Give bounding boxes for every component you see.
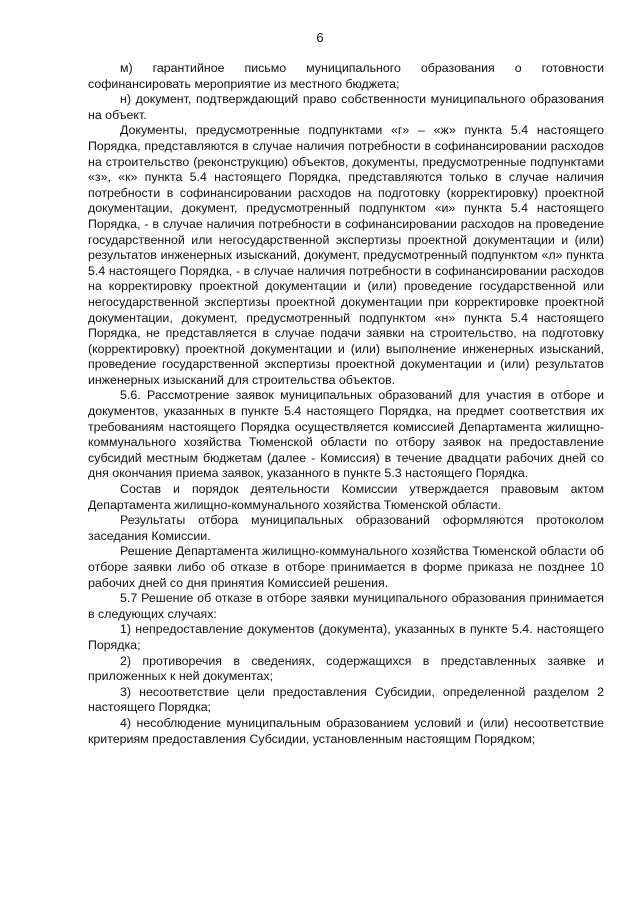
- list-item-1: 1) непредоставление документов (документа), указанных в пункте 5.4. настоящего Порядка;: [88, 622, 604, 652]
- document-body: [88, 61, 604, 747]
- list-item-4: 4) несоблюдение муниципальным образованием условий и (или) несоответствие критериям предоставления Субсидии, установленным настоящим Порядком;: [88, 715, 604, 746]
- paragraph-subitem-m: м) гарантийное письмо муниципального образования о готовности софинансировать мероприятие из местного бюджета;: [88, 61, 604, 91]
- list-item-3: 3) несоответствие цели предоставления Субсидии, определенной разделом 2 настоящего Порядка;: [88, 684, 604, 715]
- paragraph-department-decision: Решение Департамента жилищно-коммунального хозяйства Тюменской области об отборе заявки либо об отказе в отборе принимается в форме приказа не позднее 10 рабочих дней со дня принятия Комиссией решения.: [88, 544, 604, 590]
- paragraph-selection-results: Результаты отбора муниципальных образований оформляются протоколом заседания Комиссии.: [88, 513, 604, 543]
- page-number: 6: [316, 30, 324, 45]
- paragraph-subitem-n: н) документ, подтверждающий право собственности муниципального образования на объект.: [88, 92, 604, 122]
- paragraph-documents-provision: Документы, предусмотренные подпунктами «г» – «ж» пункта 5.4 настоящего Порядка, представляются в случае наличия потребности в софинансировании расходов на строительство (реконструкцию) объектов, документы, предусмотренные подпунктами «з», «к» пункта 5.4 настоящего Порядка, представляются только в случае наличия потребности в софинансировании расходов на подготовку (корректировку) проектной документации, документ, предусмотренный подпунктом «и» пункта 5.4 настоящего Порядка, - в случае наличия потребности в софинансировании расходов на проведение государственной или негосударственной экспертизы проектной документации и (или) результатов инженерных изысканий, документ, предусмотренный подпунктом «л» пункта 5.4 настоящего Порядка, - в случае наличия потребности в софинансировании расходов на корректировку проектной документации и (или) проведение государственной или негосударственной экспертизы проектной документации при корректировке проектной документации, документ, предусмотренный подпунктом «н» пункта 5.4 настоящего Порядка, не представляется в случае подачи заявки на строительство, на подготовку (корректировку) проектной документации и (или) выполнение инженерных изысканий, проведение государственной экспертизы проектной документации и (или) результатов инженерных изысканий для строительства объектов.: [88, 123, 604, 387]
- paragraph-5-6: 5.6. Рассмотрение заявок муниципальных образований для участия в отборе и документов, указанных в пункте 5.4 настоящего Порядка, на предмет соответствия их требованиям настоящего Порядка осуществляется комиссией Департамента жилищно-коммунального хозяйства Тюменской области по отбору заявок на предоставление субсидий местным бюджетам (далее - Комиссия) в течение двадцати рабочих дней со дня окончания приема заявок, указанного в пункте 5.3 настоящего Порядка.: [88, 388, 604, 481]
- paragraph-5-7: 5.7 Решение об отказе в отборе заявки муниципального образования принимается в следующих случаях:: [88, 591, 604, 621]
- paragraph-commission-composition: Состав и порядок деятельности Комиссии утверждается правовым актом Департамента жилищно-коммунального хозяйства Тюменской области.: [88, 482, 604, 512]
- list-item-2: 2) противоречия в сведениях, содержащихся в представленных заявке и приложенных к ней документах;: [88, 653, 604, 684]
